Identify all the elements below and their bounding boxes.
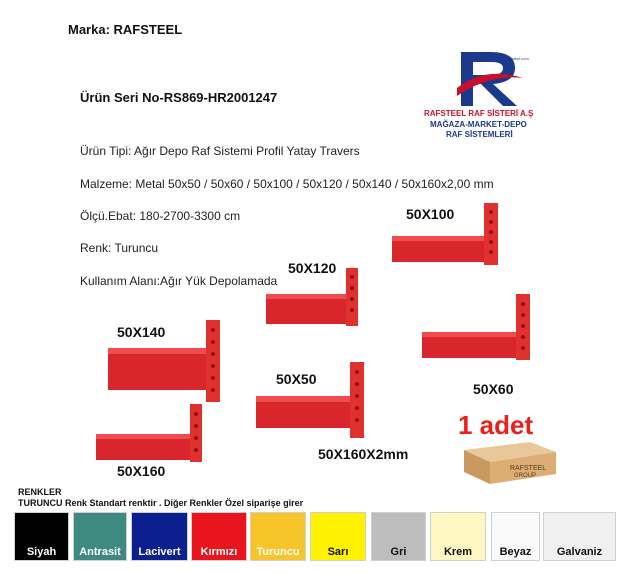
spec-material: Malzeme: Metal 50x50 / 50x60 / 50x100 / 50x120 / 50x140 / 50x160x2,00 mm [80,177,494,191]
swatch-label: Turuncu [256,546,300,558]
spec-size: Ölçü.Ebat: 180-2700-3300 cm [80,209,241,223]
beam-50x160-label: 50X160 [117,463,166,479]
beam-50x60-image [420,292,535,368]
beam-50x60-label: 50X60 [473,381,514,397]
quantity-label: 1 adet [458,410,534,440]
swatch-6 [371,512,426,561]
swatch-7 [430,512,486,561]
logo-tagline-2: RAF SİSTEMLERİ [446,130,513,139]
swatch-5 [310,512,366,561]
swatch-3 [191,512,247,561]
spec-type: Ürün Tipi: Ağır Depo Raf Sistemi Profil Yatay Travers [80,144,360,158]
swatch-label: Galvaniz [556,546,603,558]
logo-small-text: rafsteel.com [507,56,529,61]
beam-50x160x2-label: 50X160X2mm [318,446,409,462]
swatch-8 [491,512,540,561]
swatch-label: Antrasit [79,546,121,558]
swatch-9 [543,512,616,561]
swatch-label: Sarı [327,546,349,558]
swatch-label: Siyah [26,546,57,558]
brand-title: Marka: RAFSTEEL [68,22,183,37]
swatch-label: Lacivert [138,546,181,558]
logo-tagline-1: MAĞAZA-MARKET-DEPO [430,120,527,129]
swatch-0 [14,512,69,561]
logo-company-name: RAFSTEEL RAF SİSTERİ A.Ş [424,109,534,118]
colors-heading: RENKLER [18,487,62,497]
swatch-4 [250,512,306,561]
swatch-label: Krem [443,546,473,558]
beam-50x50-label: 50X50 [276,371,317,387]
rafsteel-logo-icon [455,48,529,108]
colors-note: TURUNCU Renk Standart renktir . Diğer Renkler Özel siparişe girer [18,498,304,508]
box-text-1: RAFSTEEL [510,465,547,472]
spec-color: Renk: Turuncu [80,241,159,255]
spec-usage: Kullanım Alanı:Ağır Yük Depolamada [80,274,278,288]
swatch-2 [131,512,188,561]
beam-50x140-label: 50X140 [117,324,166,340]
swatch-1 [73,512,127,561]
beam-50x120-image [262,268,367,330]
beam-50x120-label: 50X120 [288,260,337,276]
box-text-2: GROUP [514,473,537,479]
swatch-label: Kırmızı [200,546,238,558]
swatch-label: Gri [390,546,407,558]
beam-50x160-image [94,402,212,464]
beam-50x100-label: 50X100 [406,206,455,222]
box-icon [460,440,560,486]
swatch-label: Beyaz [499,546,532,558]
serial-number: Ürün Seri No-RS869-HR2001247 [80,90,278,105]
